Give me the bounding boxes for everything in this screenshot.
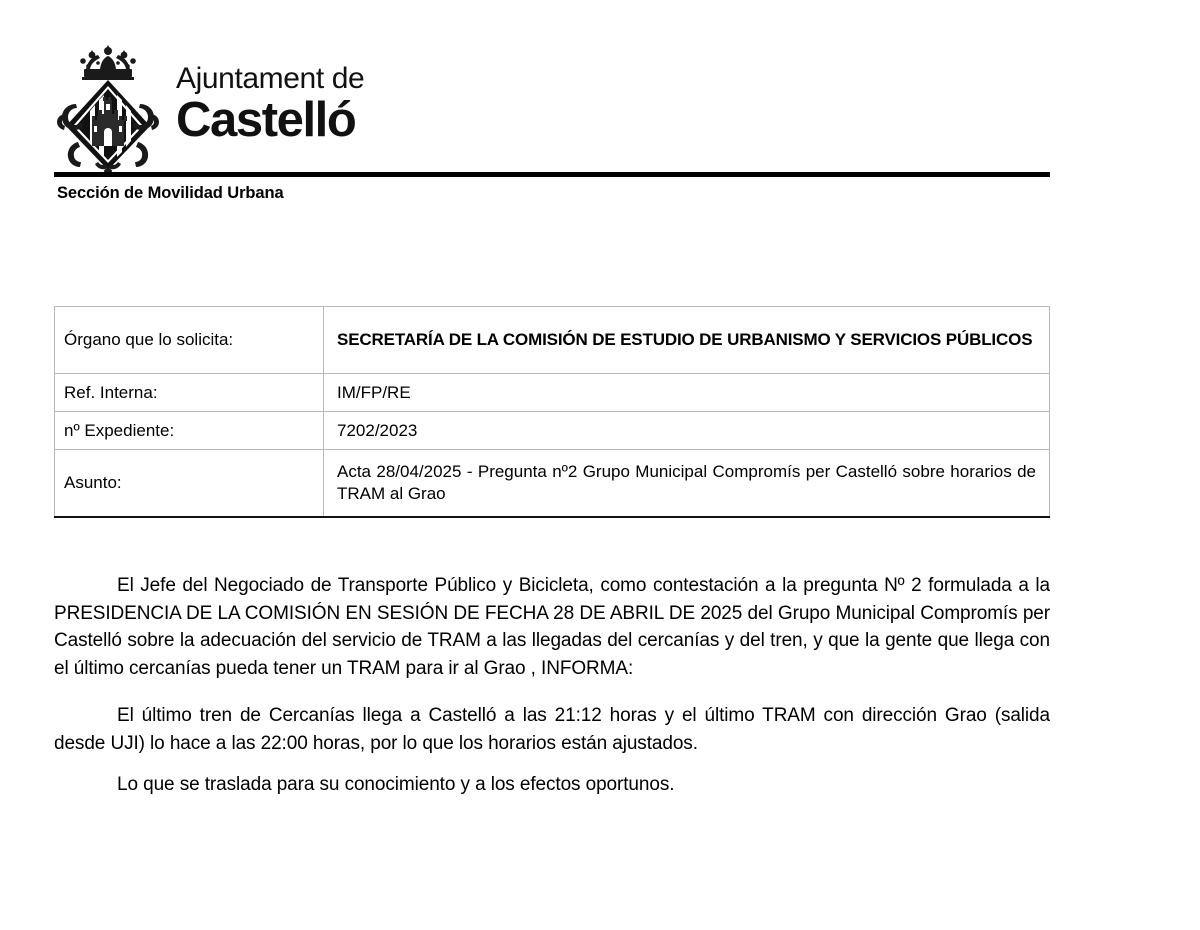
header-divider-rule <box>54 172 1050 177</box>
table-row <box>55 412 1050 450</box>
body-paragraph-2: El último tren de Cercanías llega a Castelló a las 21:12 horas y el último TRAM con dirección Grao (salida desde UJI) lo hace a las 22:00 horas, por lo que los horarios están ajustados. <box>54 705 1050 754</box>
table-cell-value: SECRETARÍA DE LA COMISIÓN DE ESTUDIO DE URBANISMO Y SERVICIOS PÚBLICOS <box>324 307 1050 374</box>
coat-of-arms-icon <box>54 42 162 174</box>
section-label: Sección de Movilidad Urbana <box>57 184 284 202</box>
document-info-table <box>54 306 1050 518</box>
table-cell-label: Asunto: <box>55 450 324 518</box>
header-divider-rule-segment <box>54 173 202 176</box>
document-header <box>54 42 1050 174</box>
table-row <box>55 307 1050 374</box>
table-cell-value: 7202/2023 <box>324 412 1050 450</box>
organization-wordmark <box>176 42 364 145</box>
table-cell-label: Ref. Interna: <box>55 374 324 412</box>
document-body <box>54 572 1050 799</box>
table-row <box>55 374 1050 412</box>
organization-name-line1: Ajuntament de <box>176 62 365 95</box>
body-paragraph-1: El Jefe del Negociado de Transporte Público y Bicicleta, como contestación a la pregunta Nº 2 formulada a la PRESIDENCIA DE LA COMISIÓN EN SESIÓN DE FECHA 28 DE ABRIL DE 2025 del Grupo Municipal Compromís per Castelló sobre la adecuación del servicio de TRAM a las llegadas del cercanías y del tren, y que la gente que llega con el último cercanías pueda tener un TRAM para ir al Grao , INFORMA: <box>54 575 1050 679</box>
table-row <box>55 450 1050 518</box>
organization-name-line2: Castelló <box>176 93 356 147</box>
table-cell-value: Acta 28/04/2025 - Pregunta nº2 Grupo Municipal Compromís per Castelló sobre horarios de TRAM al Grao <box>324 450 1050 518</box>
table-cell-label: nº Expediente: <box>55 412 324 450</box>
body-paragraph-3: Lo que se traslada para su conocimiento y a los efectos oportunos. <box>117 774 675 796</box>
table-cell-value: IM/FP/RE <box>324 374 1050 412</box>
table-cell-label: Órgano que lo solicita: <box>55 307 324 374</box>
